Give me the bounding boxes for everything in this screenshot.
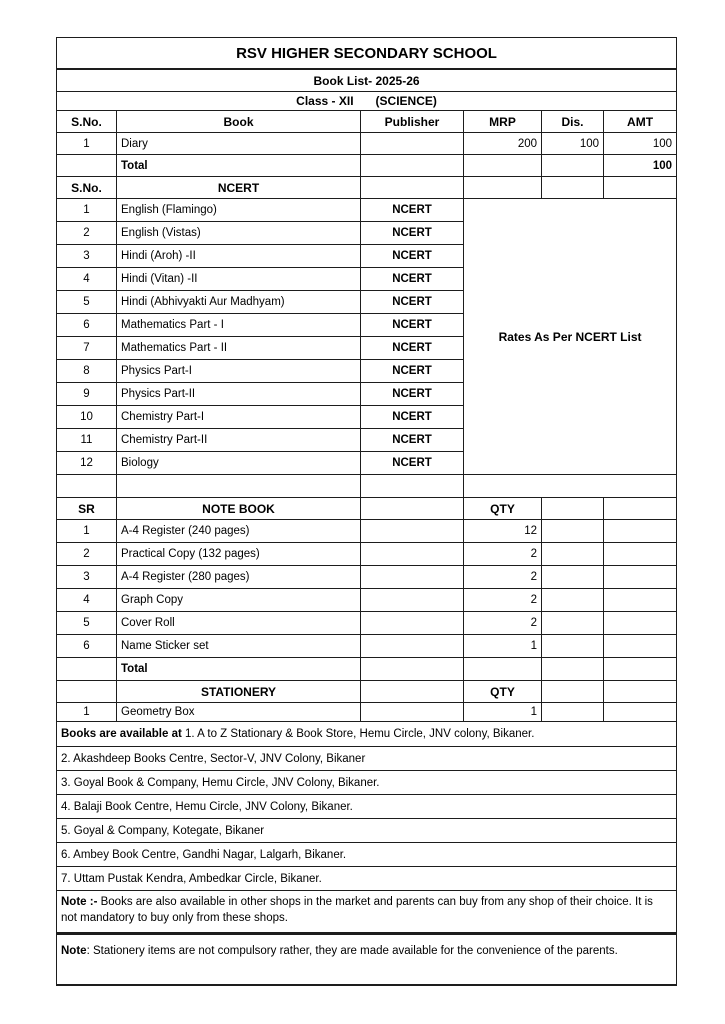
class-row xyxy=(57,92,677,111)
item-cell: A-4 Register (280 pages) xyxy=(117,566,361,589)
empty-cell xyxy=(542,543,604,566)
title-row xyxy=(57,38,677,70)
sno-cell: 1 xyxy=(57,199,117,222)
empty-cell xyxy=(542,635,604,658)
sr-cell: 1 xyxy=(57,520,117,543)
book-list-document xyxy=(56,37,677,986)
table-row xyxy=(57,635,677,658)
table-row xyxy=(57,703,677,722)
empty-cell xyxy=(542,703,604,722)
empty-cell xyxy=(542,155,604,177)
empty-cell xyxy=(604,498,677,520)
empty-cell xyxy=(361,566,464,589)
qty-cell: 2 xyxy=(464,543,542,566)
dis-cell: 100 xyxy=(542,133,604,155)
sno-cell: 3 xyxy=(57,245,117,268)
empty-cell xyxy=(604,681,677,703)
sr-cell: 3 xyxy=(57,566,117,589)
publisher-cell: NCERT xyxy=(361,245,464,268)
sno-cell: 5 xyxy=(57,291,117,314)
sno-cell: 9 xyxy=(57,383,117,406)
publisher-cell: NCERT xyxy=(361,337,464,360)
note-row xyxy=(57,934,677,986)
sno-cell: 11 xyxy=(57,429,117,452)
column-header-row xyxy=(57,111,677,133)
empty-cell xyxy=(542,498,604,520)
book-cell: Mathematics Part - II xyxy=(117,337,361,360)
publisher-cell: NCERT xyxy=(361,360,464,383)
sr-cell: 2 xyxy=(57,543,117,566)
note-row xyxy=(57,891,677,934)
note-cell xyxy=(57,934,677,986)
shop-row xyxy=(57,843,677,867)
item-cell: Name Sticker set xyxy=(117,635,361,658)
stationery-header-qty: QTY xyxy=(464,681,542,703)
empty-cell xyxy=(361,681,464,703)
availability-row xyxy=(57,722,677,747)
shop-entry: 1. A to Z Stationary & Book Store, Hemu Circle, JNV colony, Bikaner. xyxy=(181,728,535,740)
publisher-cell: NCERT xyxy=(361,291,464,314)
sr-cell: 1 xyxy=(57,703,117,722)
empty-cell xyxy=(604,566,677,589)
empty-cell xyxy=(57,681,117,703)
stationery-header-row xyxy=(57,681,677,703)
notebook-header-title: NOTE BOOK xyxy=(117,498,361,520)
note-label: Note :- xyxy=(61,896,98,908)
empty-cell xyxy=(464,475,677,498)
item-cell: A-4 Register (240 pages) xyxy=(117,520,361,543)
publisher-cell: NCERT xyxy=(361,314,464,337)
book-cell: Physics Part-II xyxy=(117,383,361,406)
publisher-cell xyxy=(361,133,464,155)
sno-cell: 2 xyxy=(57,222,117,245)
availability-line xyxy=(57,722,677,747)
header-publisher: Publisher xyxy=(361,111,464,133)
stream-label: (SCIENCE) xyxy=(375,94,437,108)
table-row xyxy=(57,612,677,635)
note-body: Books are also available in other shops in the market and parents can buy from any shop of their choice. It is not mandatory to buy only from these shops. xyxy=(61,896,653,924)
empty-cell xyxy=(604,589,677,612)
mrp-cell: 200 xyxy=(464,133,542,155)
empty-cell xyxy=(361,612,464,635)
shop-row xyxy=(57,867,677,891)
book-cell: English (Vistas) xyxy=(117,222,361,245)
empty-cell xyxy=(361,498,464,520)
sno-cell: 7 xyxy=(57,337,117,360)
item-cell: Cover Roll xyxy=(117,612,361,635)
shop-entry: 4. Balaji Book Centre, Hemu Circle, JNV Colony, Bikaner. xyxy=(57,795,677,819)
empty-cell xyxy=(361,589,464,612)
book-list-table xyxy=(56,37,677,986)
book-cell: Chemistry Part-II xyxy=(117,429,361,452)
qty-cell: 2 xyxy=(464,589,542,612)
header-mrp: MRP xyxy=(464,111,542,133)
sno-cell: 8 xyxy=(57,360,117,383)
publisher-cell: NCERT xyxy=(361,452,464,475)
empty-cell xyxy=(542,566,604,589)
item-cell: Geometry Box xyxy=(117,703,361,722)
empty-cell xyxy=(117,475,361,498)
qty-cell: 12 xyxy=(464,520,542,543)
book-cell: Hindi (Vitan) -II xyxy=(117,268,361,291)
table-row xyxy=(57,133,677,155)
empty-cell xyxy=(542,177,604,199)
notebook-total-label: Total xyxy=(117,658,361,681)
table-row xyxy=(57,566,677,589)
sno-cell: 4 xyxy=(57,268,117,291)
table-row xyxy=(57,199,677,222)
notebook-header-sr: SR xyxy=(57,498,117,520)
notebook-total-row xyxy=(57,658,677,681)
table-row xyxy=(57,589,677,612)
header-dis: Dis. xyxy=(542,111,604,133)
header-book: Book xyxy=(117,111,361,133)
book-cell: Hindi (Aroh) -II xyxy=(117,245,361,268)
total-label: Total xyxy=(117,155,361,177)
sno-cell: 10 xyxy=(57,406,117,429)
publisher-cell: NCERT xyxy=(361,406,464,429)
empty-cell xyxy=(464,658,542,681)
book-cell: Physics Part-I xyxy=(117,360,361,383)
note-text-clipped xyxy=(61,894,672,927)
empty-cell xyxy=(604,520,677,543)
empty-cell xyxy=(604,658,677,681)
sno-cell: 12 xyxy=(57,452,117,475)
publisher-cell: NCERT xyxy=(361,383,464,406)
notebook-header-qty: QTY xyxy=(464,498,542,520)
empty-cell xyxy=(57,155,117,177)
shop-entry: 6. Ambey Book Centre, Gandhi Nagar, Lalgarh, Bikaner. xyxy=(57,843,677,867)
note-body: : Stationery items are not compulsory rather, they are made available for the convenience of the parents. xyxy=(86,945,618,957)
empty-cell xyxy=(464,177,542,199)
empty-cell xyxy=(361,520,464,543)
empty-cell xyxy=(57,658,117,681)
ncert-header-row xyxy=(57,177,677,199)
header-sno: S.No. xyxy=(57,111,117,133)
total-row xyxy=(57,155,677,177)
rates-note: Rates As Per NCERT List xyxy=(464,199,677,475)
empty-cell xyxy=(464,155,542,177)
empty-cell xyxy=(361,177,464,199)
availability-intro: Books are available at xyxy=(61,728,182,740)
shop-row xyxy=(57,771,677,795)
shop-entry: 2. Akashdeep Books Centre, Sector-V, JNV Colony, Bikaner xyxy=(57,747,677,771)
book-list-subtitle: Book List- 2025-26 xyxy=(57,69,677,92)
publisher-cell: NCERT xyxy=(361,222,464,245)
sr-cell: 5 xyxy=(57,612,117,635)
sno-cell: 6 xyxy=(57,314,117,337)
sr-cell: 6 xyxy=(57,635,117,658)
empty-cell xyxy=(542,520,604,543)
empty-cell xyxy=(57,475,117,498)
item-cell: Practical Copy (132 pages) xyxy=(117,543,361,566)
class-line xyxy=(57,92,677,111)
qty-cell: 1 xyxy=(464,703,542,722)
spacer-row xyxy=(57,475,677,498)
book-cell: Hindi (Abhivyakti Aur Madhyam) xyxy=(117,291,361,314)
note-cell xyxy=(57,891,677,934)
book-cell: Biology xyxy=(117,452,361,475)
book-cell: Mathematics Part - I xyxy=(117,314,361,337)
table-row xyxy=(57,543,677,566)
empty-cell xyxy=(361,543,464,566)
ncert-header-sno: S.No. xyxy=(57,177,117,199)
publisher-cell: NCERT xyxy=(361,199,464,222)
item-cell: Graph Copy xyxy=(117,589,361,612)
empty-cell xyxy=(361,658,464,681)
stationery-header-title: STATIONERY xyxy=(117,681,361,703)
class-label: Class - XII xyxy=(296,94,354,108)
empty-cell xyxy=(604,612,677,635)
empty-cell xyxy=(542,658,604,681)
empty-cell xyxy=(604,635,677,658)
school-title: RSV HIGHER SECONDARY SCHOOL xyxy=(57,38,677,70)
shop-row xyxy=(57,747,677,771)
shop-entry: 5. Goyal & Company, Kotegate, Bikaner xyxy=(57,819,677,843)
sr-cell: 4 xyxy=(57,589,117,612)
shop-row xyxy=(57,819,677,843)
book-cell: Diary xyxy=(117,133,361,155)
empty-cell xyxy=(542,589,604,612)
empty-cell xyxy=(361,155,464,177)
qty-cell: 2 xyxy=(464,612,542,635)
qty-cell: 1 xyxy=(464,635,542,658)
shop-row xyxy=(57,795,677,819)
publisher-cell: NCERT xyxy=(361,268,464,291)
ncert-header-title: NCERT xyxy=(117,177,361,199)
shop-entry: 7. Uttam Pustak Kendra, Ambedkar Circle, Bikaner. xyxy=(57,867,677,891)
notebook-header-row xyxy=(57,498,677,520)
empty-cell xyxy=(542,681,604,703)
empty-cell xyxy=(361,635,464,658)
sno-cell: 1 xyxy=(57,133,117,155)
empty-cell xyxy=(361,703,464,722)
amt-cell: 100 xyxy=(604,133,677,155)
empty-cell xyxy=(361,475,464,498)
empty-cell xyxy=(604,703,677,722)
note-label: Note xyxy=(61,945,87,957)
book-cell: English (Flamingo) xyxy=(117,199,361,222)
subtitle-row xyxy=(57,69,677,92)
total-amt: 100 xyxy=(604,155,677,177)
book-cell: Chemistry Part-I xyxy=(117,406,361,429)
table-row xyxy=(57,520,677,543)
header-amt: AMT xyxy=(604,111,677,133)
shop-entry: 3. Goyal Book & Company, Hemu Circle, JNV Colony, Bikaner. xyxy=(57,771,677,795)
empty-cell xyxy=(604,543,677,566)
qty-cell: 2 xyxy=(464,566,542,589)
empty-cell xyxy=(604,177,677,199)
empty-cell xyxy=(542,612,604,635)
publisher-cell: NCERT xyxy=(361,429,464,452)
